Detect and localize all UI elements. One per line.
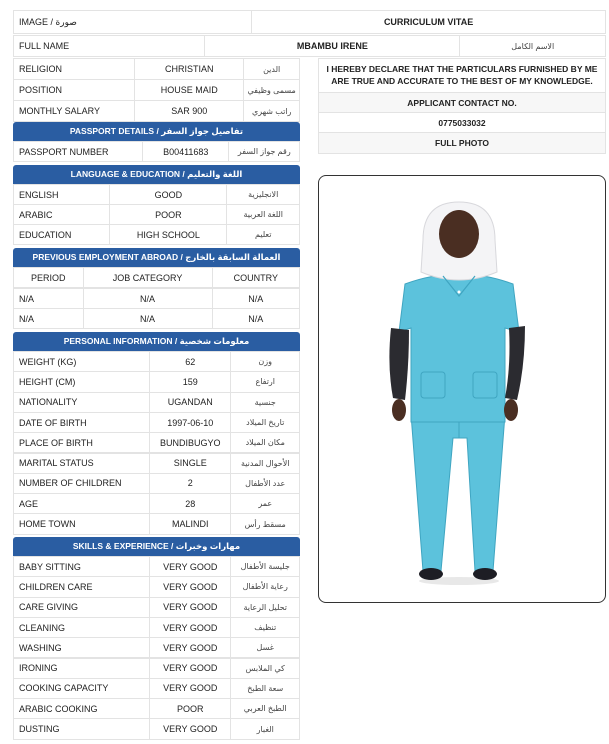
skill-value: VERY GOOD (150, 719, 231, 738)
skill-label: CARE GIVING (14, 598, 150, 617)
skill-ar: تنظيف (254, 623, 277, 633)
employment-cell: N/A (14, 289, 84, 308)
skill-row (13, 678, 300, 699)
personal-row (13, 432, 300, 453)
personal-ar: الأحوال المدنية (240, 458, 290, 468)
basic-info-ar: الدين (263, 64, 281, 74)
cv-title: CURRICULUM VITAE (383, 17, 474, 27)
passport-label: PASSPORT NUMBER (14, 142, 143, 161)
employment-cell: N/A (248, 293, 264, 304)
personal-row (13, 493, 300, 514)
employment-column-header: COUNTRY (233, 272, 278, 283)
basic-info-value: CHRISTIAN (135, 59, 244, 79)
language-ar: اللغة العربية (243, 210, 284, 219)
skill-ar: رعاية الأطفال (242, 582, 288, 592)
language-header: LANGUAGE & EDUCATION / اللغة والتعليم (13, 165, 300, 184)
skill-label: DUSTING (14, 719, 150, 738)
employment-column-header: JOB CATEGORY (84, 268, 213, 287)
personal-value: 62 (150, 352, 231, 371)
employment-cell: N/A (84, 289, 213, 308)
full-name-ar: الاسم الكامل (511, 41, 555, 51)
personal-label: HEIGHT (CM) (14, 372, 150, 391)
basic-info-ar: مسمى وظيفي (247, 85, 296, 95)
basic-info-label: MONTHLY SALARY (14, 101, 135, 121)
personal-label: NUMBER OF CHILDREN (14, 474, 150, 493)
personal-value: 2 (150, 474, 231, 493)
passport-header: PASSPORT DETAILS / تفاصيل جواز السفر (13, 122, 300, 141)
skill-label: COOKING CAPACITY (14, 679, 150, 698)
personal-value: 1997-06-10 (150, 413, 231, 432)
passport-row (13, 141, 300, 162)
skill-ar: سعة الطبخ (247, 683, 284, 693)
basic-info-ar: راتب شهري (251, 106, 292, 116)
basic-info-label: POSITION (14, 80, 135, 100)
personal-label: HOME TOWN (14, 514, 150, 533)
skill-ar: غسل (256, 643, 274, 653)
skill-value: POOR (150, 699, 231, 718)
personal-row (13, 371, 300, 392)
personal-label: WEIGHT (KG) (14, 352, 150, 371)
basic-info-row (13, 58, 300, 80)
skill-row (13, 637, 300, 658)
skill-row (13, 698, 300, 719)
personal-ar: مكان الميلاد (245, 438, 285, 448)
personal-row (13, 473, 300, 494)
image-label: IMAGE / صورة (14, 11, 252, 33)
personal-row (13, 351, 300, 372)
skill-value: VERY GOOD (150, 557, 231, 576)
skill-row (13, 556, 300, 577)
personal-label: DATE OF BIRTH (14, 413, 150, 432)
skill-ar: كي الملابس (245, 663, 285, 673)
language-ar: تعليم (255, 230, 272, 239)
photo-label: FULL PHOTO (319, 133, 605, 153)
skill-value: VERY GOOD (150, 598, 231, 617)
employment-cell: N/A (248, 313, 264, 324)
contact-value: 0775033032 (319, 113, 605, 133)
personal-row (13, 392, 300, 413)
language-row (13, 224, 300, 245)
passport-value: B00411683 (143, 142, 229, 161)
personal-ar: تاريخ الميلاد (246, 418, 285, 428)
personal-header: PERSONAL INFORMATION / معلومات شخصية (13, 332, 300, 351)
skills-header: SKILLS & EXPERIENCE / مهارات وخبرات (13, 537, 300, 556)
personal-row (13, 513, 300, 534)
skill-label: BABY SITTING (14, 557, 150, 576)
language-value: POOR (110, 205, 227, 224)
language-ar: الانجليزية (248, 190, 279, 199)
personal-row (13, 453, 300, 474)
basic-info-row (13, 100, 300, 122)
skill-row (13, 576, 300, 597)
declaration-text: I HEREBY DECLARE THAT THE PARTICULARS FURNISHED BY ME ARE TRUE AND ACCURATE TO THE BEST OF MY KNOWLEDGE. (319, 59, 605, 93)
language-label: ARABIC (14, 205, 110, 224)
language-label: EDUCATION (14, 225, 110, 244)
personal-label: PLACE OF BIRTH (14, 433, 150, 452)
skill-ar: تحليل الرعاية (243, 602, 287, 612)
basic-info-row (13, 79, 300, 101)
skill-value: VERY GOOD (150, 577, 231, 596)
full-name-row (13, 35, 606, 57)
language-row (13, 184, 300, 205)
skill-value: VERY GOOD (150, 679, 231, 698)
language-value: HIGH SCHOOL (110, 225, 227, 244)
skill-label: WASHING (14, 638, 150, 657)
skill-value: VERY GOOD (150, 638, 231, 657)
personal-ar: ارتفاع (255, 377, 276, 387)
skill-label: IRONING (14, 659, 150, 678)
personal-label: NATIONALITY (14, 393, 150, 412)
skill-label: CLEANING (14, 618, 150, 637)
employment-column-header: PERIOD (14, 268, 84, 287)
personal-ar: عدد الأطفال (245, 478, 286, 488)
personal-value: UGANDAN (150, 393, 231, 412)
declaration-box (318, 58, 606, 154)
employment-columns-row (13, 267, 300, 288)
employment-cell: N/A (84, 309, 213, 328)
employment-row (13, 308, 300, 329)
passport-ar: رقم جواز السفر (237, 147, 291, 156)
skill-value: VERY GOOD (150, 618, 231, 637)
full-name-label: FULL NAME (14, 36, 205, 56)
full-photo-frame (318, 175, 606, 603)
skill-row (13, 597, 300, 618)
skill-row (13, 617, 300, 638)
skill-label: ARABIC COOKING (14, 699, 150, 718)
personal-ar: مسقط رأس (244, 519, 286, 529)
basic-info-label: RELIGION (14, 59, 135, 79)
personal-ar: عمر (258, 499, 273, 509)
personal-value: 159 (150, 372, 231, 391)
personal-label: AGE (14, 494, 150, 513)
full-name-value: MBAMBU IRENE (205, 36, 460, 56)
personal-row (13, 412, 300, 433)
cv-title-row (13, 10, 606, 34)
skill-ar: الغبار (256, 724, 274, 734)
skill-ar: الطبخ العربي (243, 704, 287, 714)
language-label: ENGLISH (14, 185, 110, 204)
basic-info-value: SAR 900 (135, 101, 244, 121)
personal-value: SINGLE (150, 454, 231, 473)
full-photo (319, 176, 606, 603)
employment-cell: N/A (14, 309, 84, 328)
employment-header: PREVIOUS EMPLOYMENT ABROAD / العمالة السابقة بالخارج (13, 248, 300, 267)
employment-row (13, 288, 300, 309)
personal-value: 28 (150, 494, 231, 513)
personal-ar: جنسية (254, 397, 276, 407)
skill-row (13, 658, 300, 679)
personal-ar: وزن (258, 357, 273, 367)
basic-info-value: HOUSE MAID (135, 80, 244, 100)
personal-value: MALINDI (150, 514, 231, 533)
skill-label: CHILDREN CARE (14, 577, 150, 596)
personal-value: BUNDIBUGYO (150, 433, 231, 452)
skill-value: VERY GOOD (150, 659, 231, 678)
contact-label: APPLICANT CONTACT NO. (319, 93, 605, 113)
language-row (13, 204, 300, 225)
skill-ar: جليسة الأطفال (240, 562, 290, 572)
language-value: GOOD (110, 185, 227, 204)
skill-row (13, 718, 300, 739)
personal-label: MARITAL STATUS (14, 454, 150, 473)
